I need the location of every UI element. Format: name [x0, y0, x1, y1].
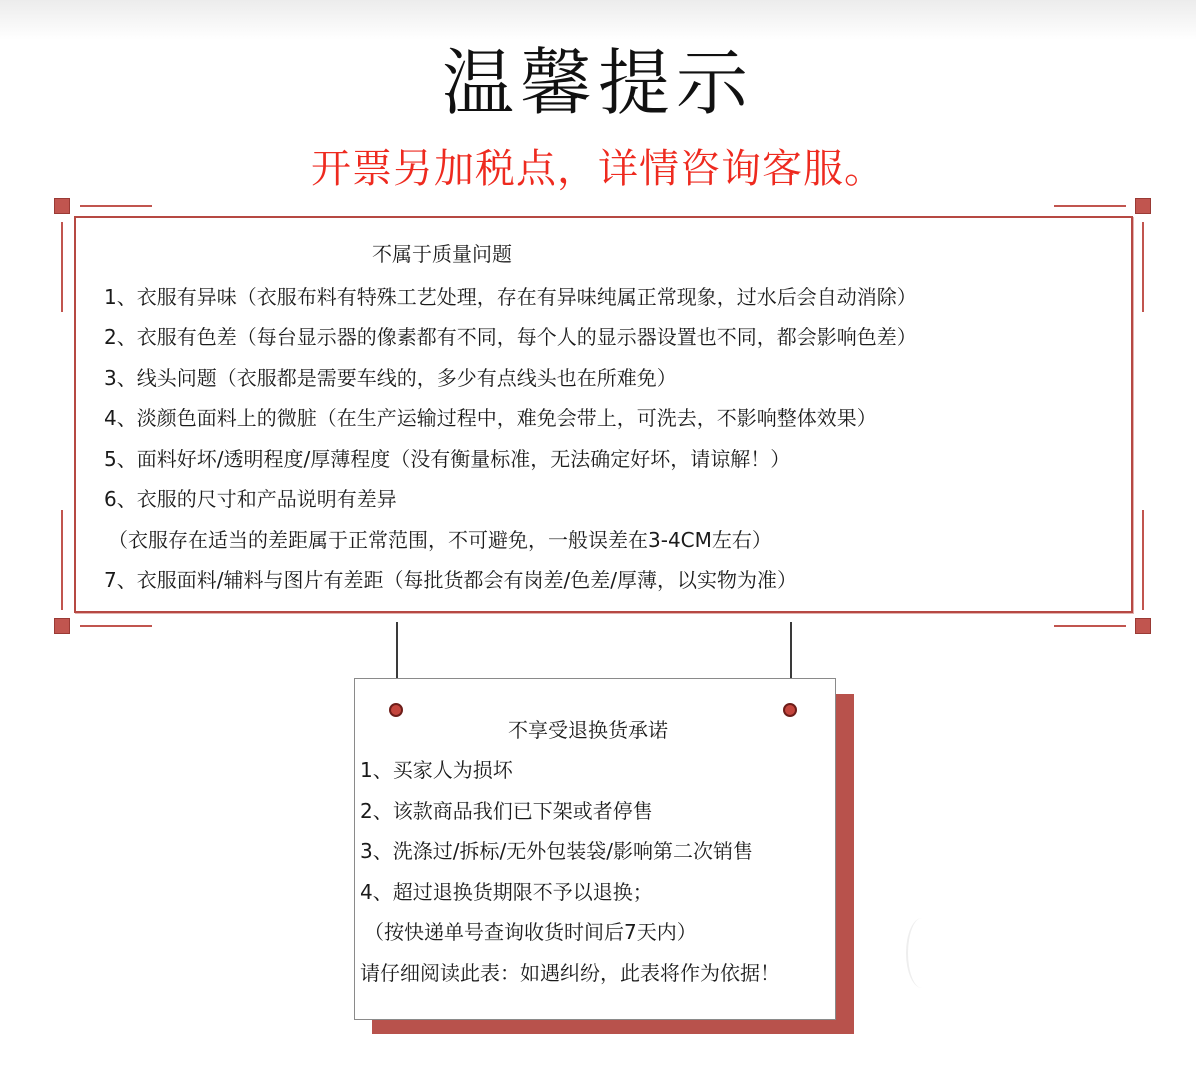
return-warning: 请仔细阅读此表：如遇纠纷，此表将作为依据！: [360, 961, 780, 985]
quality-item: 1、衣服有异味（衣服布料有特殊工艺处理，存在有异味纯属正常现象，过水后会自动消除）: [104, 285, 917, 309]
return-item-note: （按快递单号查询收货时间后7天内）: [364, 920, 697, 944]
page-title: 温馨提示: [441, 41, 754, 125]
pin-left: [389, 703, 403, 717]
ornament-vline-right-top: [1142, 222, 1144, 312]
quality-heading: 不属于质量问题: [372, 242, 512, 266]
quality-item-note: （衣服存在适当的差距属于正常范围，不可避免，一般误差在3-4CM左右）: [108, 528, 772, 552]
return-item: 4、超过退换货期限不予以退换；: [360, 880, 653, 904]
ornament-line-bottom-right: [1054, 625, 1126, 627]
return-item: 3、洗涤过/拆标/无外包装袋/影响第二次销售: [360, 839, 753, 863]
quality-item: 4、淡颜色面料上的微脏（在生产运输过程中，难免会带上，可洗去，不影响整体效果）: [104, 406, 877, 430]
ornament-line-bottom-left: [80, 625, 152, 627]
quality-item: 6、衣服的尺寸和产品说明有差异: [104, 487, 397, 511]
pin-right: [783, 703, 797, 717]
ornament-line-top-right: [1054, 205, 1126, 207]
corner-square-bottom-left: [54, 618, 70, 634]
corner-square-top-left: [54, 198, 70, 214]
corner-square-top-right: [1135, 198, 1151, 214]
top-fade: [0, 0, 1196, 40]
return-heading: 不享受退换货承诺: [508, 718, 668, 742]
return-item: 2、该款商品我们已下架或者停售: [360, 799, 653, 823]
ornament-vline-left-bottom: [61, 510, 63, 610]
ornament-vline-left-top: [61, 222, 63, 312]
invoice-notice: 开票另加税点，详情咨询客服。: [311, 146, 885, 192]
quality-item: 2、衣服有色差（每台显示器的像素都有不同，每个人的显示器设置也不同，都会影响色差）: [104, 325, 917, 349]
corner-square-bottom-right: [1135, 618, 1151, 634]
quality-item: 3、线头问题（衣服都是需要车线的，多少有点线头也在所难免）: [104, 366, 677, 390]
quality-item: 7、衣服面料/辅料与图片有差距（每批货都会有岗差/色差/厚薄，以实物为准）: [104, 568, 797, 592]
ornament-vline-right-bottom: [1142, 510, 1144, 610]
return-item: 1、买家人为损坏: [360, 758, 513, 782]
ornament-line-top-left: [80, 205, 152, 207]
quality-item: 5、面料好坏/透明程度/厚薄程度（没有衡量标准，无法确定好坏，请谅解！）: [104, 447, 791, 471]
decorative-arc: [906, 918, 938, 988]
